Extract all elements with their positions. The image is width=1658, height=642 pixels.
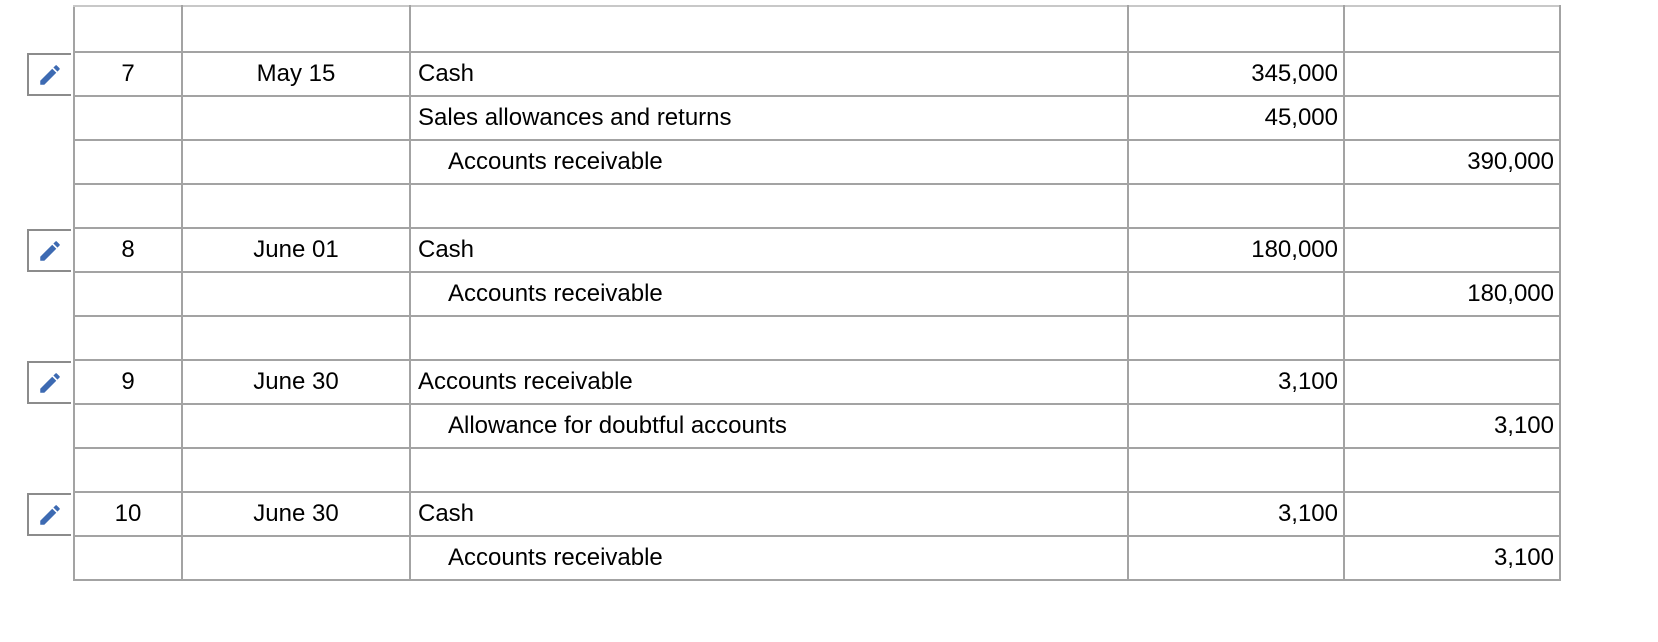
journal-line-row xyxy=(74,272,1560,316)
empty-cell xyxy=(410,6,1128,52)
empty-cell xyxy=(410,316,1128,360)
account-title: Accounts receivable xyxy=(410,360,1128,404)
credit-amount xyxy=(1344,360,1560,404)
journal-entries-table xyxy=(73,5,1561,581)
debit-amount xyxy=(1128,536,1344,580)
entry-number: 9 xyxy=(74,360,182,404)
entry-date: May 15 xyxy=(182,52,410,96)
edit-entry-button[interactable] xyxy=(27,53,71,96)
credit-amount: 390,000 xyxy=(1344,140,1560,184)
entry-date: June 30 xyxy=(182,360,410,404)
empty-cell xyxy=(182,184,410,228)
debit-amount: 3,100 xyxy=(1128,492,1344,536)
account-title: Accounts receivable xyxy=(410,272,1128,316)
entry-number xyxy=(74,140,182,184)
debit-amount xyxy=(1128,140,1344,184)
edit-entry-button[interactable] xyxy=(27,361,71,404)
pencil-icon xyxy=(37,62,63,88)
empty-cell xyxy=(182,316,410,360)
spacer-row xyxy=(74,316,1560,360)
pencil-icon xyxy=(37,370,63,396)
empty-cell xyxy=(410,184,1128,228)
entry-number xyxy=(74,536,182,580)
account-title: Sales allowances and returns xyxy=(410,96,1128,140)
journal-line-row xyxy=(74,536,1560,580)
empty-cell xyxy=(1344,6,1560,52)
journal-line-row xyxy=(74,404,1560,448)
account-title: Accounts receivable xyxy=(410,140,1128,184)
debit-amount: 3,100 xyxy=(1128,360,1344,404)
entry-date xyxy=(182,96,410,140)
entry-date xyxy=(182,140,410,184)
empty-cell xyxy=(74,316,182,360)
empty-cell xyxy=(182,448,410,492)
entry-number xyxy=(74,96,182,140)
account-title: Accounts receivable xyxy=(410,536,1128,580)
debit-amount: 345,000 xyxy=(1128,52,1344,96)
journal-line-row xyxy=(74,96,1560,140)
empty-cell xyxy=(1128,316,1344,360)
entry-date xyxy=(182,536,410,580)
debit-amount: 180,000 xyxy=(1128,228,1344,272)
credit-amount xyxy=(1344,52,1560,96)
empty-cell xyxy=(410,448,1128,492)
empty-cell xyxy=(1344,316,1560,360)
account-title: Cash xyxy=(410,52,1128,96)
credit-amount: 3,100 xyxy=(1344,404,1560,448)
account-title: Allowance for doubtful accounts xyxy=(410,404,1128,448)
entry-number: 10 xyxy=(74,492,182,536)
debit-amount: 45,000 xyxy=(1128,96,1344,140)
empty-cell xyxy=(74,448,182,492)
entry-date: June 30 xyxy=(182,492,410,536)
account-title: Cash xyxy=(410,228,1128,272)
spacer-row xyxy=(74,6,1560,52)
entry-number xyxy=(74,272,182,316)
credit-amount: 180,000 xyxy=(1344,272,1560,316)
journal-line-row xyxy=(74,52,1560,96)
entry-date xyxy=(182,404,410,448)
entry-number: 8 xyxy=(74,228,182,272)
edit-entry-button[interactable] xyxy=(27,493,71,536)
pencil-icon xyxy=(37,238,63,264)
edit-entry-button[interactable] xyxy=(27,229,71,272)
empty-cell xyxy=(1344,184,1560,228)
empty-cell xyxy=(1344,448,1560,492)
spacer-row xyxy=(74,184,1560,228)
debit-amount xyxy=(1128,404,1344,448)
entry-date: June 01 xyxy=(182,228,410,272)
credit-amount xyxy=(1344,492,1560,536)
empty-cell xyxy=(74,6,182,52)
empty-cell xyxy=(182,6,410,52)
credit-amount xyxy=(1344,228,1560,272)
empty-cell xyxy=(1128,448,1344,492)
empty-cell xyxy=(1128,184,1344,228)
empty-cell xyxy=(1128,6,1344,52)
pencil-icon xyxy=(37,502,63,528)
entry-number: 7 xyxy=(74,52,182,96)
debit-amount xyxy=(1128,272,1344,316)
empty-cell xyxy=(74,184,182,228)
entry-date xyxy=(182,272,410,316)
spacer-row xyxy=(74,448,1560,492)
journal-line-row xyxy=(74,492,1560,536)
journal-line-row xyxy=(74,360,1560,404)
entry-number xyxy=(74,404,182,448)
journal-line-row xyxy=(74,140,1560,184)
credit-amount xyxy=(1344,96,1560,140)
credit-amount: 3,100 xyxy=(1344,536,1560,580)
account-title: Cash xyxy=(410,492,1128,536)
journal-line-row xyxy=(74,228,1560,272)
